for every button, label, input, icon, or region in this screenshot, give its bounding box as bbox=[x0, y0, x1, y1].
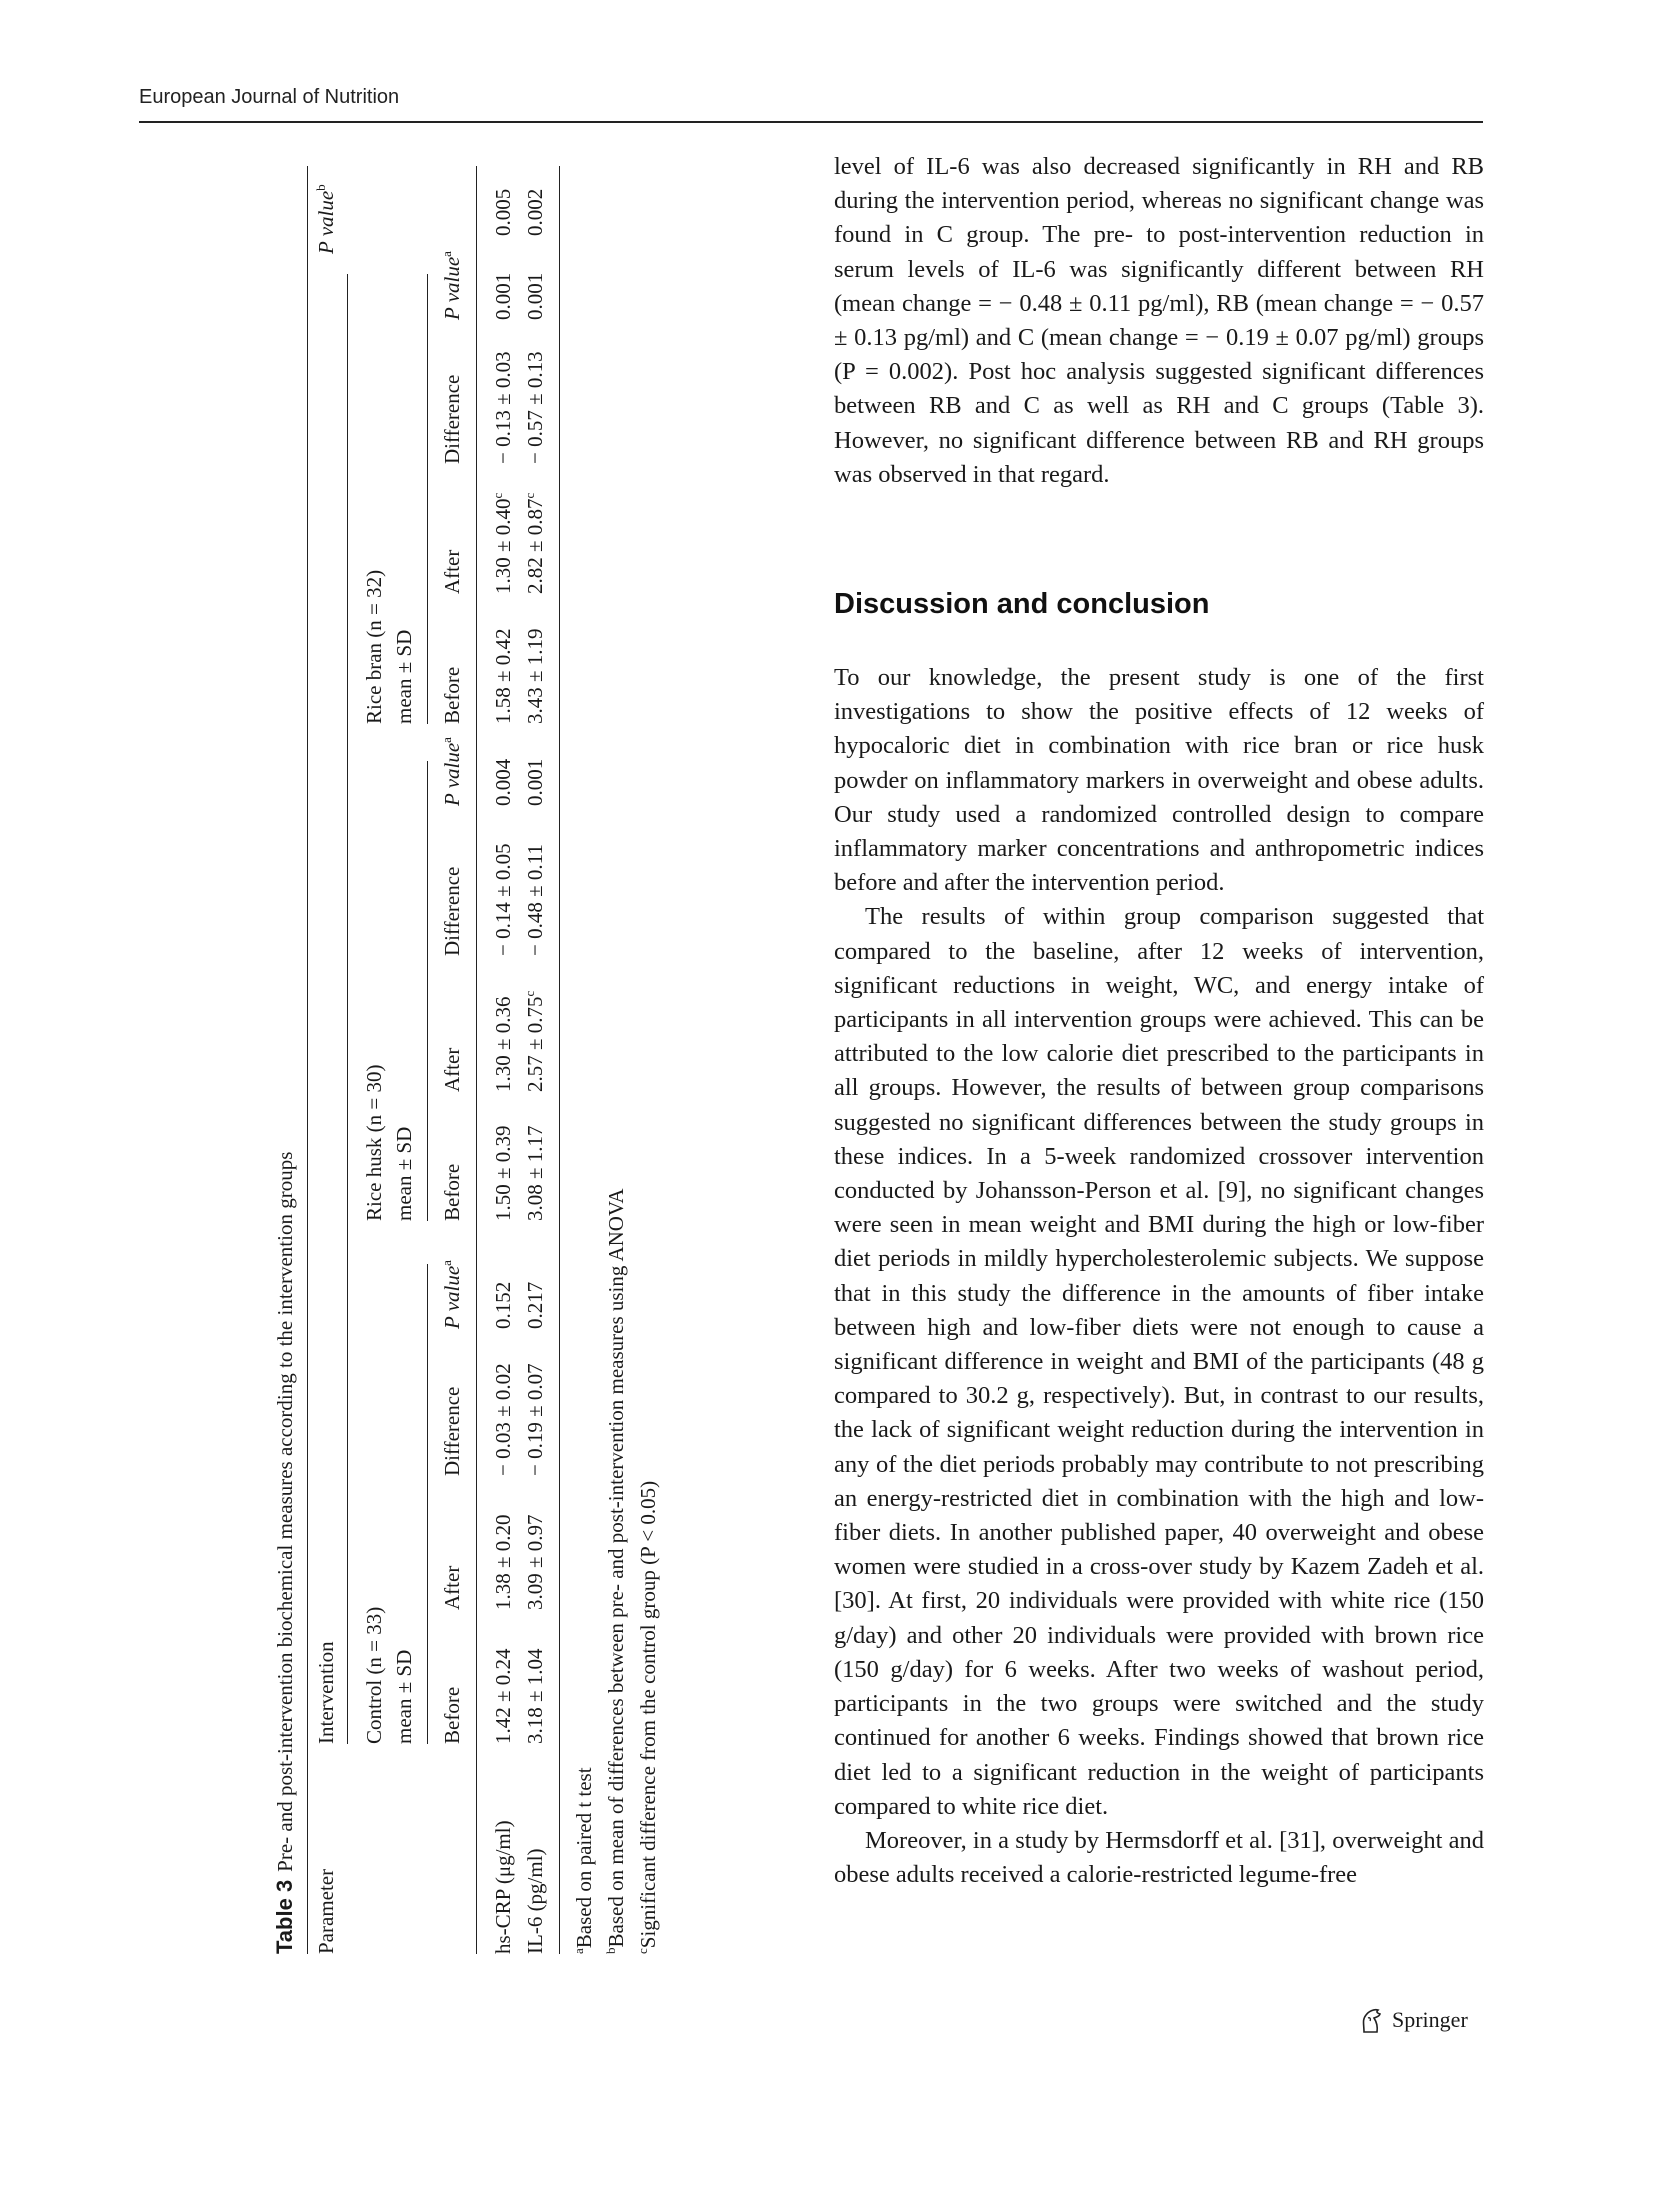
table-top-rule bbox=[307, 166, 308, 1954]
col-control-pvalue-sup: a bbox=[439, 1260, 454, 1266]
row-hscrp-parameter: hs-CRP (μg/ml) bbox=[491, 1820, 515, 1954]
group-bran-header bbox=[359, 570, 420, 724]
group-husk-name: Rice husk (n = 30) bbox=[362, 1064, 386, 1221]
row-hscrp-bran-difference: − 0.13 ± 0.03 bbox=[491, 351, 515, 464]
col-control-difference: Difference bbox=[440, 1386, 464, 1476]
parameter-header: Parameter bbox=[314, 1868, 338, 1954]
intervention-rule bbox=[347, 274, 348, 1744]
header-rule bbox=[139, 121, 1483, 123]
row-hscrp-husk-before: 1.50 ± 0.39 bbox=[491, 1125, 515, 1221]
body-column-top bbox=[834, 150, 1484, 492]
col-control-pvalue-label: P value bbox=[440, 1265, 464, 1329]
row-il6-parameter: IL-6 (pg/ml) bbox=[523, 1848, 547, 1954]
springer-label: Springer bbox=[1392, 2007, 1468, 2032]
table-bottom-rule bbox=[559, 166, 560, 1954]
col-bran-before: Before bbox=[440, 666, 464, 724]
table-3 bbox=[269, 166, 685, 1954]
col-control-after: After bbox=[440, 1565, 464, 1610]
table-caption bbox=[269, 1152, 301, 1954]
table-footnote-c bbox=[633, 1481, 663, 1954]
journal-running-head: European Journal of Nutrition bbox=[139, 86, 400, 108]
row-il6-bran-p: 0.001 bbox=[523, 272, 547, 320]
col-bran-pvalue-label: P value bbox=[440, 256, 464, 320]
col-husk-after: After bbox=[440, 1047, 464, 1092]
row-il6-bran-after-sup: c bbox=[522, 492, 537, 499]
row-hscrp-husk-difference: − 0.14 ± 0.05 bbox=[491, 843, 515, 956]
col-control-pvalue bbox=[437, 1260, 467, 1329]
col-husk-pvalue-label: P value bbox=[440, 742, 464, 806]
row-il6-control-before: 3.18 ± 1.04 bbox=[523, 1648, 547, 1744]
pvalue-overall-header bbox=[311, 184, 341, 254]
row-il6-husk-after bbox=[520, 991, 550, 1092]
pvalue-overall-sup: b bbox=[313, 184, 328, 191]
group-bran-rule bbox=[427, 274, 428, 724]
col-husk-before: Before bbox=[440, 1163, 464, 1221]
footnote-c-mark: c bbox=[635, 1948, 650, 1954]
row-il6-husk-difference: − 0.48 ± 0.11 bbox=[523, 844, 547, 956]
col-control-before: Before bbox=[440, 1686, 464, 1744]
group-control-rule bbox=[427, 1264, 428, 1744]
row-il6-p-overall: 0.002 bbox=[523, 188, 547, 236]
springer-horse-icon bbox=[1358, 2006, 1384, 2034]
row-il6-bran-after-value: 2.82 ± 0.87 bbox=[523, 498, 547, 594]
row-hscrp-control-difference: − 0.03 ± 0.02 bbox=[491, 1363, 515, 1476]
row-il6-bran-after bbox=[520, 493, 550, 594]
table-header-rule bbox=[476, 166, 477, 1954]
row-il6-bran-difference: − 0.57 ± 0.13 bbox=[523, 351, 547, 464]
table-caption-text: Pre- and post-intervention biochemical measures according to the intervention groups bbox=[273, 1151, 297, 1872]
table-footnote-a bbox=[569, 1767, 599, 1954]
row-il6-control-difference: − 0.19 ± 0.07 bbox=[523, 1363, 547, 1476]
row-hscrp-control-before: 1.42 ± 0.24 bbox=[491, 1648, 515, 1744]
footnote-b-mark: b bbox=[603, 1947, 618, 1954]
group-control-header bbox=[359, 1607, 420, 1744]
paragraph-discussion-3: Moreover, in a study by Hermsdorff et al. [31], overweight and obese adults received a calorie-restricted legume-free bbox=[834, 1826, 1484, 1889]
col-bran-pvalue-sup: a bbox=[439, 251, 454, 257]
springer-footer bbox=[1358, 2006, 1468, 2034]
row-il6-control-p: 0.217 bbox=[523, 1281, 547, 1329]
footnote-c-text: Significant difference from the control group (P < 0.05) bbox=[636, 1480, 660, 1949]
row-hscrp-bran-after bbox=[488, 493, 518, 594]
col-husk-pvalue-sup: a bbox=[439, 737, 454, 743]
paragraph-discussion-1: To our knowledge, the present study is one of the first investigations to show the positive effects of 12 weeks of hypocaloric diet in combination with rice bran or rice husk powder on inflammatory markers in overweight and obese adults. Our study used a randomized controlled design to compare inflammatory marker concentrations and anthropometric indices before and after the intervention period. bbox=[834, 664, 1484, 897]
col-bran-difference: Difference bbox=[440, 374, 464, 464]
section-heading-discussion: Discussion and conclusion bbox=[834, 588, 1210, 620]
col-bran-pvalue bbox=[437, 251, 467, 320]
group-bran-name: Rice bran (n = 32) bbox=[362, 569, 386, 724]
row-il6-husk-before: 3.08 ± 1.17 bbox=[523, 1125, 547, 1221]
footnote-a-text: Based on paired t test bbox=[572, 1767, 596, 1949]
group-control-name: Control (n = 33) bbox=[362, 1606, 386, 1744]
row-hscrp-husk-p: 0.004 bbox=[491, 758, 515, 806]
group-husk-rule bbox=[427, 761, 428, 1221]
row-hscrp-bran-p: 0.001 bbox=[491, 272, 515, 320]
row-hscrp-bran-after-value: 1.30 ± 0.40 bbox=[491, 498, 515, 594]
row-hscrp-bran-after-sup: c bbox=[490, 492, 505, 499]
col-husk-pvalue bbox=[437, 737, 467, 806]
row-hscrp-bran-before: 1.58 ± 0.42 bbox=[491, 628, 515, 724]
row-hscrp-control-after: 1.38 ± 0.20 bbox=[491, 1514, 515, 1610]
paragraph-discussion-2: The results of within group comparison suggested that compared to the baseline, after 12 weeks of intervention, significant reductions in weight, WC, and energy intake of participants in all intervention groups were achieved. This can be attributed to the low calorie diet prescribed to the participants in all groups. However, the results of between group comparisons suggested no significant differences between the study groups in these indices. In a 5-week randomized crossover intervention conducted by Johansson-Person et al. [9], no significant changes were seen in mean weight and BMI during the high or low-fiber diet periods in mildly hypercholesterolemic subjects. We suppose that in this study the difference in the amounts of fiber intake between high and low-fiber diets were not enough to cause a significant difference in weight and BMI of the participants (48 g compared to 30.2 g, respectively). But, in contrast to our results, the lack of significant weight reduction during the intervention in any of the diet periods probably may contribute to not prescribing an energy-restricted diet in combination with the high and low-fiber diets. In another published paper, 40 overweight and obese women were studied in a cross-over study by Kazem Zadeh et al. [30]. At first, 20 individuals were provided with white rice (150 g/day) and other 20 individuals were provided with brown rice (150 g/day) for 6 weeks. After two weeks of washout period, participants in the two groups were switched and the study continued for another 6 weeks. Findings showed that brown rice diet led to a significant reduction in the weight of participants compared to white rice diet. bbox=[834, 903, 1484, 1820]
intervention-header: Intervention bbox=[314, 1641, 338, 1744]
row-il6-husk-p: 0.001 bbox=[523, 758, 547, 806]
group-bran-sub: mean ± SD bbox=[392, 629, 417, 724]
group-husk-sub: mean ± SD bbox=[392, 1126, 417, 1221]
row-il6-control-after: 3.09 ± 0.97 bbox=[523, 1514, 547, 1610]
row-hscrp-husk-after: 1.30 ± 0.36 bbox=[491, 996, 515, 1092]
footnote-b-text: Based on mean of differences between pre- and post-intervention measures using ANOVA bbox=[604, 1188, 628, 1948]
group-control-sub: mean ± SD bbox=[392, 1649, 417, 1744]
footnote-a-mark: a bbox=[571, 1948, 586, 1954]
paragraph-il6-results: level of IL-6 was also decreased significantly in RH and RB during the intervention period, whereas no significant change was found in C group. The pre- to post-intervention reduction in serum levels of IL-6 was significantly different between RH (mean change = − 0.48 ± 0.11 pg/ml), RB (mean change = − 0.57 ± 0.13 pg/ml) and C (mean change = − 0.19 ± 0.07 pg/ml) groups (P = 0.002). Post hoc analysis suggested significant differences between RB and C as well as RH and C groups (Table 3). However, no significant difference between RB and RH groups was observed in that regard. bbox=[834, 153, 1484, 488]
row-hscrp-control-p: 0.152 bbox=[491, 1281, 515, 1329]
row-hscrp-p-overall: 0.005 bbox=[491, 188, 515, 236]
table-label: Table 3 bbox=[272, 1879, 297, 1954]
table-footnote-b bbox=[601, 1188, 631, 1954]
col-bran-after: After bbox=[440, 549, 464, 594]
row-il6-husk-after-value: 2.57 ± 0.75 bbox=[523, 996, 547, 1092]
group-husk-header bbox=[359, 1065, 420, 1222]
row-il6-husk-after-sup: c bbox=[522, 990, 537, 997]
pvalue-overall-label: P value bbox=[314, 190, 338, 254]
col-husk-difference: Difference bbox=[440, 866, 464, 956]
row-il6-bran-before: 3.43 ± 1.19 bbox=[523, 628, 547, 724]
body-column-discussion bbox=[834, 661, 1484, 1892]
